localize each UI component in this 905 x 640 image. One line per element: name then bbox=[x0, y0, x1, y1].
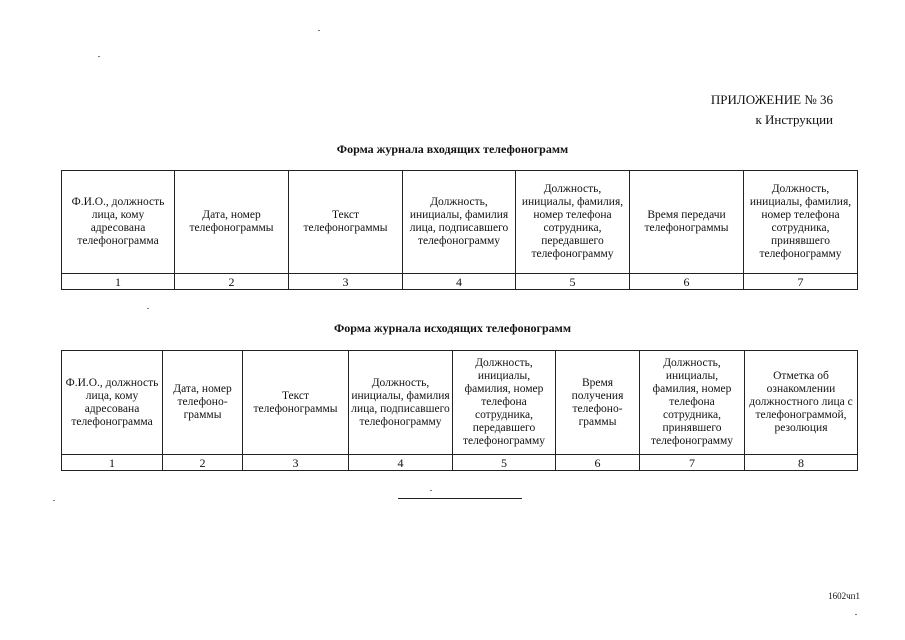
scan-speck bbox=[53, 500, 55, 501]
incoming-journal-table bbox=[61, 170, 858, 290]
scan-speck bbox=[855, 614, 857, 615]
header-cell: Должность, инициалы, фамилия, номер телефона сотрудника, передавшего телефонограмму bbox=[453, 351, 556, 455]
scan-speck bbox=[98, 56, 100, 57]
header-cell: Дата, номер телефоно-граммы bbox=[163, 351, 243, 455]
column-number: 6 bbox=[630, 274, 744, 290]
column-number-row bbox=[62, 274, 858, 290]
column-number: 3 bbox=[243, 455, 349, 471]
column-number: 2 bbox=[163, 455, 243, 471]
column-number: 6 bbox=[556, 455, 640, 471]
annex-reference: к Инструкции bbox=[755, 112, 833, 127]
column-number: 1 bbox=[62, 274, 175, 290]
header-cell: Должность, инициалы, фамилия, номер телефона сотрудника, принявшего телефонограмму bbox=[640, 351, 745, 455]
column-number: 5 bbox=[453, 455, 556, 471]
scan-speck bbox=[430, 490, 432, 491]
header-cell: Отметка об ознакомлении должностного лица с телефонограммой, резолюция bbox=[745, 351, 858, 455]
column-number: 1 bbox=[62, 455, 163, 471]
column-number: 8 bbox=[745, 455, 858, 471]
column-number: 4 bbox=[403, 274, 516, 290]
outgoing-journal-title: Форма журнала исходящих телефонограмм bbox=[333, 321, 572, 335]
header-cell: Должность, инициалы, фамилия, номер телефона сотрудника, принявшего телефонограмму bbox=[744, 171, 858, 274]
document-code: 1602чп1 bbox=[828, 591, 860, 601]
column-number: 2 bbox=[175, 274, 289, 290]
header-cell: Дата, номер телефонограммы bbox=[175, 171, 289, 274]
column-number: 3 bbox=[289, 274, 403, 290]
scan-speck bbox=[147, 308, 149, 309]
closing-line bbox=[398, 498, 522, 499]
header-cell: Ф.И.О., должность лица, кому адресована телефонограмма bbox=[62, 171, 175, 274]
header-cell: Должность, инициалы, фамилия, номер телефона сотрудника, передавшего телефонограмму bbox=[516, 171, 630, 274]
column-number: 4 bbox=[349, 455, 453, 471]
header-cell: Ф.И.О., должность лица, кому адресована телефонограмма bbox=[62, 351, 163, 455]
table-header-row bbox=[62, 171, 858, 274]
column-number: 7 bbox=[640, 455, 745, 471]
annex-number: ПРИЛОЖЕНИЕ № 36 bbox=[710, 92, 833, 107]
column-number: 7 bbox=[744, 274, 858, 290]
scan-speck bbox=[318, 30, 320, 31]
header-cell: Текст телефонограммы bbox=[243, 351, 349, 455]
annex-block bbox=[711, 90, 833, 130]
table-header-row bbox=[62, 351, 858, 455]
incoming-journal-title: Форма журнала входящих телефонограмм bbox=[336, 142, 569, 156]
outgoing-journal-table bbox=[61, 350, 858, 471]
header-cell: Текст телефонограммы bbox=[289, 171, 403, 274]
header-cell: Должность, инициалы, фамилия лица, подписавшего телефонограмму bbox=[403, 171, 516, 274]
column-number: 5 bbox=[516, 274, 630, 290]
header-cell: Время передачи телефонограммы bbox=[630, 171, 744, 274]
header-cell: Должность, инициалы, фамилия лица, подписавшего телефонограмму bbox=[349, 351, 453, 455]
column-number-row bbox=[62, 455, 858, 471]
header-cell: Время получения телефоно-граммы bbox=[556, 351, 640, 455]
